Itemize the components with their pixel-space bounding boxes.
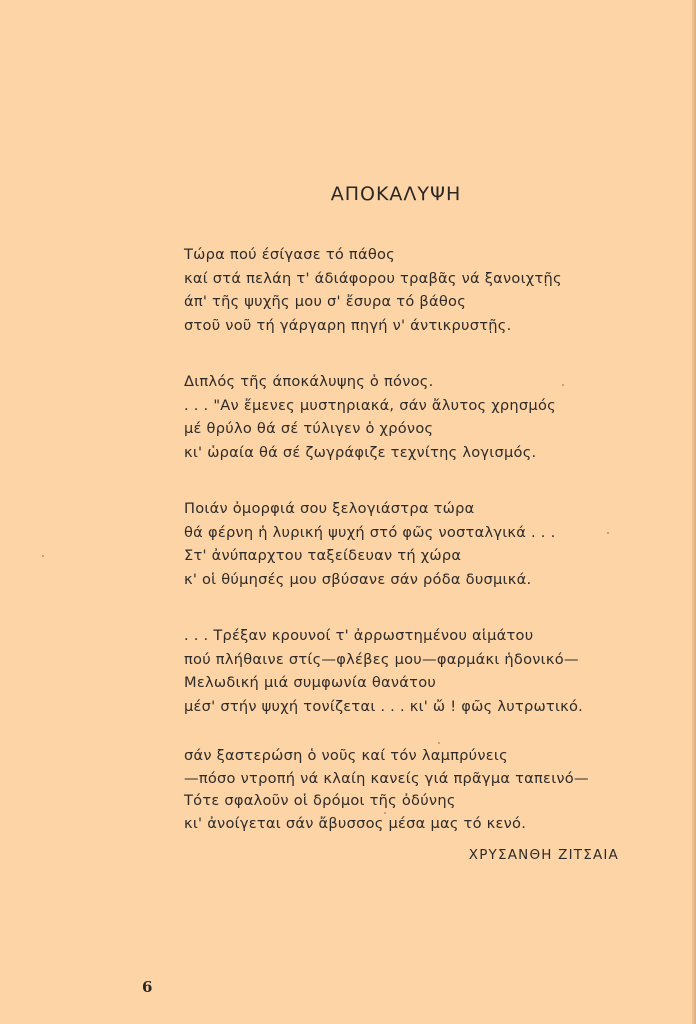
poem-line: —πόσο ντροπή νά κλαίη κανείς γιά πρᾶγμα ταπεινό— bbox=[184, 769, 589, 787]
paper-speck bbox=[42, 555, 44, 557]
poem-line: κ' οἱ θύμησές μου σβύσανε σάν ρόδα δυσμικά. bbox=[184, 570, 532, 588]
stanza bbox=[184, 243, 654, 337]
poem-line: πού πλήθαινε στίς—φλέβες μου—φαρμάκι ἡδονικό— bbox=[184, 650, 579, 668]
paper-speck bbox=[384, 812, 386, 814]
poem-line: κι' ἀνοίγεται σάν ἄβυσσος μέσα μας τό κενό. bbox=[184, 814, 527, 832]
poem-line: . . . Τρέξαν κρουνοί τ' ἀρρωστημένου αἱμάτου bbox=[184, 627, 534, 644]
paper-speck bbox=[438, 742, 440, 744]
poem-line: άπ' τῆς ψυχῆς μου σ' ἔσυρα τό βάθος bbox=[184, 293, 467, 311]
author-signature: ΧΡΥΣΑΝΘΗ ΖΙΤΣΑΙΑ bbox=[468, 847, 619, 863]
poem-line: Μελωδική μιά συμφωνία θανάτου bbox=[184, 674, 437, 692]
poem-line: θά φέρνη ἡ λυρική ψυχή στό φῶς νοσταλγικά . . . bbox=[184, 523, 556, 541]
poem-line: μέ θρύλο θά σέ τύλιγεν ὁ χρόνος bbox=[184, 420, 434, 438]
poem-line: καί στά πελάη τ' άδιάφορου τραβᾶς νά ξανοιχτῇς bbox=[184, 269, 562, 287]
poem-line: Διπλός τῆς άποκάλυψης ὁ πόνος. bbox=[184, 373, 434, 390]
poem-line: Στ' ἀνύπαρχτου ταξείδευαν τή χώρα bbox=[184, 547, 462, 565]
poem-line: στοῦ νοῦ τή γάργαρη πηγή ν' άντικρυστῇς. bbox=[184, 316, 512, 334]
page-edge bbox=[692, 0, 696, 1024]
poem-line: Ποιάν ὀμορφιά σου ξελογιάστρα τώρα bbox=[184, 500, 475, 517]
poem-title: ΑΠΟΚΑΛΥΨΗ bbox=[330, 183, 462, 205]
paper-speck bbox=[562, 384, 564, 386]
poem-line: κι' ὡραία θά σέ ζωγράφιζε τεχνίτης λογισμός. bbox=[184, 443, 537, 461]
stanza bbox=[184, 370, 654, 464]
page-number: 6 bbox=[142, 978, 153, 996]
poem-line: μέσ' στήν ψυχή τονίζεται . . . κι' ὤ ! φῶς λυτρωτικό. bbox=[184, 697, 584, 715]
stanza bbox=[184, 624, 654, 718]
stanza bbox=[184, 745, 654, 835]
poem-line: Τότε σφαλοῦν οἱ δρόμοι τῆς ὀδύνης bbox=[184, 792, 456, 809]
poem-line: . . . "Αν ἔμενες μυστηριακά, σάν ἄλυτος χρησμός bbox=[184, 396, 556, 414]
poem-line: Τώρα πού έσίγασε τό πάθος bbox=[184, 246, 395, 263]
stanza bbox=[184, 497, 654, 591]
poem-line: σάν ξαστερώση ὁ νοῦς καί τόν λαμπρύνεις bbox=[184, 747, 508, 764]
paper-speck bbox=[607, 532, 609, 534]
